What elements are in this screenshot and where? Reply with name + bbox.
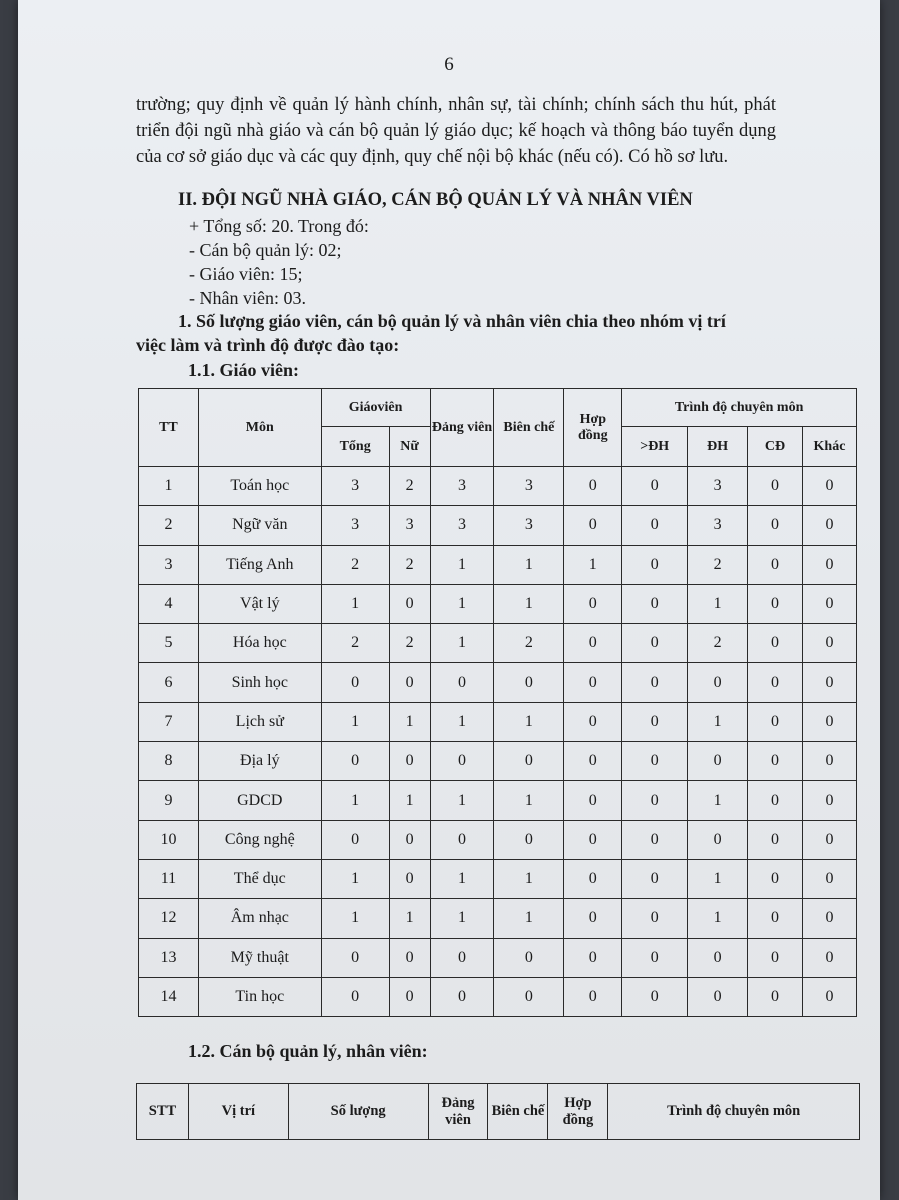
header-dangvien: Đảng viên (430, 389, 494, 467)
table-cell: 0 (389, 663, 430, 702)
table-cell: 1 (430, 624, 494, 663)
table-cell: Sinh học (198, 663, 321, 702)
table-cell: Âm nhạc (198, 899, 321, 938)
table-cell: 0 (802, 781, 856, 820)
table-cell: 0 (321, 977, 389, 1016)
table-cell: 0 (494, 742, 564, 781)
table-cell: 0 (802, 584, 856, 623)
header-tren-dh: >ĐH (622, 427, 688, 467)
table-row (139, 977, 857, 1016)
table-cell: 0 (748, 584, 803, 623)
staff-table (136, 1083, 860, 1140)
table-row (139, 742, 857, 781)
table-cell: GDCD (198, 781, 321, 820)
header-khac: Khác (802, 427, 856, 467)
table-cell: 1 (430, 781, 494, 820)
table-cell: 1 (321, 702, 389, 741)
table-cell: 0 (622, 977, 688, 1016)
table-cell: Công nghệ (198, 820, 321, 859)
table-cell: 0 (564, 506, 622, 545)
table-cell: 0 (622, 859, 688, 898)
table-cell: 0 (564, 820, 622, 859)
table-row (139, 781, 857, 820)
staff-table-header: Đảng viên (428, 1084, 488, 1140)
page-number: 6 (444, 54, 454, 75)
table-cell: 0 (430, 977, 494, 1016)
table-cell: 1 (688, 899, 748, 938)
table-cell: 1 (688, 859, 748, 898)
table-cell: 1 (430, 702, 494, 741)
table-cell: 3 (321, 467, 389, 506)
table-cell: 0 (622, 624, 688, 663)
table-cell: 1 (564, 545, 622, 584)
table-cell: 1 (494, 702, 564, 741)
table-cell: 1 (494, 899, 564, 938)
table-cell: 1 (321, 859, 389, 898)
table-cell: 0 (622, 506, 688, 545)
table-cell: 1 (389, 702, 430, 741)
table-cell: 9 (139, 781, 199, 820)
table-row (139, 584, 857, 623)
table-row (139, 702, 857, 741)
table-cell: 0 (430, 663, 494, 702)
table-cell: 0 (622, 899, 688, 938)
teacher-table (138, 388, 857, 1017)
table-cell: 2 (321, 545, 389, 584)
table-cell: 1 (430, 859, 494, 898)
table-cell: 1 (430, 899, 494, 938)
table-cell: 0 (748, 742, 803, 781)
table-cell: 0 (748, 506, 803, 545)
header-tt: TT (139, 389, 199, 467)
table-cell: 1 (688, 584, 748, 623)
table-row (139, 820, 857, 859)
table-cell: 0 (622, 781, 688, 820)
table-cell: Ngữ văn (198, 506, 321, 545)
table-cell: 13 (139, 938, 199, 977)
table-cell: 0 (622, 820, 688, 859)
table-cell: 3 (430, 467, 494, 506)
header-dh: ĐH (688, 427, 748, 467)
table-cell: 0 (430, 820, 494, 859)
summary-managers: - Cán bộ quản lý: 02; (189, 240, 342, 260)
table-cell: 0 (494, 977, 564, 1016)
table-cell: 1 (321, 781, 389, 820)
staff-table-header: Hợp đồng (548, 1084, 608, 1140)
table-cell: 0 (321, 820, 389, 859)
table-cell: Mỹ thuật (198, 938, 321, 977)
table-cell: 1 (494, 545, 564, 584)
table-cell: 0 (802, 938, 856, 977)
table-row (139, 859, 857, 898)
table-cell: Toán học (198, 467, 321, 506)
table-cell: 0 (622, 663, 688, 702)
table-cell: Tin học (198, 977, 321, 1016)
table-cell: 1 (494, 584, 564, 623)
table-cell: 0 (748, 820, 803, 859)
table-cell: Thể dục (198, 859, 321, 898)
table-cell: 0 (802, 742, 856, 781)
header-nu: Nữ (389, 427, 430, 467)
table-row (139, 663, 857, 702)
table-cell: 0 (564, 859, 622, 898)
table-cell: 0 (802, 624, 856, 663)
summary-teachers: - Giáo viên: 15; (189, 264, 303, 284)
table-cell: 1 (430, 584, 494, 623)
staff-table-header: Trình độ chuyên môn (608, 1084, 860, 1140)
table-cell: 12 (139, 899, 199, 938)
table-cell: 0 (748, 467, 803, 506)
table-cell: 3 (389, 506, 430, 545)
table-cell: 2 (688, 624, 748, 663)
table-cell: 0 (688, 820, 748, 859)
table-cell: 0 (564, 899, 622, 938)
table-cell: Hóa học (198, 624, 321, 663)
table-cell: 1 (688, 702, 748, 741)
table-cell: 3 (430, 506, 494, 545)
table-cell: 0 (321, 938, 389, 977)
table-cell: 0 (389, 859, 430, 898)
table-cell: 1 (494, 781, 564, 820)
table-cell: 11 (139, 859, 199, 898)
staff-table-header: Số lượng (288, 1084, 428, 1140)
staff-table-header: Biên chế (488, 1084, 548, 1140)
table-cell: 3 (139, 545, 199, 584)
table-cell: 0 (389, 584, 430, 623)
table-cell: 0 (564, 584, 622, 623)
header-mon: Môn (198, 389, 321, 467)
table-cell: 0 (688, 663, 748, 702)
table-cell: 3 (688, 467, 748, 506)
heading-1-line1: 1. Số lượng giáo viên, cán bộ quản lý và nhân viên chia theo nhóm vị trí (178, 311, 726, 331)
table-cell: Vật lý (198, 584, 321, 623)
staff-table-header: Vị trí (188, 1084, 288, 1140)
table-cell: 2 (389, 545, 430, 584)
summary-total: + Tổng số: 20. Trong đó: (189, 216, 369, 236)
table-cell: 1 (321, 899, 389, 938)
header-giaovien: Giáoviên (321, 389, 430, 427)
table-cell: 1 (389, 899, 430, 938)
table-cell: 0 (748, 977, 803, 1016)
section-title: II. ĐỘI NGŨ NHÀ GIÁO, CÁN BỘ QUẢN LÝ VÀ NHÂN VIÊN (178, 190, 693, 210)
table-cell: 0 (622, 584, 688, 623)
table-cell: 3 (688, 506, 748, 545)
table-cell: 3 (494, 467, 564, 506)
table-cell: 1 (389, 781, 430, 820)
table-cell: 5 (139, 624, 199, 663)
table-cell: 0 (688, 742, 748, 781)
header-cd: CĐ (748, 427, 803, 467)
heading-1-1: 1.1. Giáo viên: (188, 360, 299, 380)
table-cell: 2 (494, 624, 564, 663)
table-cell: 0 (802, 899, 856, 938)
table-cell: Địa lý (198, 742, 321, 781)
table-cell: 6 (139, 663, 199, 702)
table-cell: 0 (748, 624, 803, 663)
table-cell: 8 (139, 742, 199, 781)
table-row (139, 624, 857, 663)
table-cell: 0 (748, 545, 803, 584)
intro-paragraph: trường; quy định về quản lý hành chính, nhân sự, tài chính; chính sách thu hút, phát triển đội ngũ nhà giáo và cán bộ quản lý giáo dục; kế hoạch và thông báo tuyển dụng của cơ sở giáo dục và các quy định, quy chế nội bộ khác (nếu có). Có hồ sơ lưu. (136, 95, 776, 167)
document-page (18, 0, 880, 1200)
table-cell: 4 (139, 584, 199, 623)
header-tong: Tổng (321, 427, 389, 467)
table-cell: 0 (802, 467, 856, 506)
table-cell: 0 (494, 820, 564, 859)
table-cell: 0 (430, 938, 494, 977)
table-cell: 0 (321, 663, 389, 702)
header-bienche: Biên chế (494, 389, 564, 467)
summary-staff: - Nhân viên: 03. (189, 288, 306, 308)
table-cell: 0 (802, 663, 856, 702)
table-cell: 0 (802, 506, 856, 545)
table-cell: 0 (748, 899, 803, 938)
table-cell: 2 (139, 506, 199, 545)
table-cell: 0 (688, 938, 748, 977)
table-cell: 0 (748, 663, 803, 702)
table-cell: 0 (688, 977, 748, 1016)
table-cell: 1 (430, 545, 494, 584)
table-cell: 7 (139, 702, 199, 741)
table-cell: 0 (564, 781, 622, 820)
table-cell: Tiếng Anh (198, 545, 321, 584)
table-cell: 10 (139, 820, 199, 859)
table-cell: 0 (802, 859, 856, 898)
table-cell: 0 (802, 977, 856, 1016)
table-row (139, 467, 857, 506)
table-cell: 3 (494, 506, 564, 545)
table-row (139, 545, 857, 584)
table-row (139, 938, 857, 977)
table-cell: 0 (748, 859, 803, 898)
table-cell: 0 (622, 938, 688, 977)
staff-table-header: STT (137, 1084, 189, 1140)
table-cell: 2 (389, 624, 430, 663)
table-cell: 0 (430, 742, 494, 781)
table-cell: 0 (564, 938, 622, 977)
header-hopdong: Hợp đồng (564, 389, 622, 467)
table-cell: 1 (494, 859, 564, 898)
table-cell: 0 (321, 742, 389, 781)
table-cell: 0 (564, 663, 622, 702)
table-cell: 2 (389, 467, 430, 506)
table-cell: 2 (321, 624, 389, 663)
table-cell: 0 (564, 702, 622, 741)
heading-1-line2: việc làm và trình độ được đào tạo: (136, 335, 400, 355)
table-cell: 0 (494, 663, 564, 702)
table-cell: 0 (622, 467, 688, 506)
header-trinhdo: Trình độ chuyên môn (622, 389, 857, 427)
table-cell: 0 (622, 702, 688, 741)
table-cell: 1 (688, 781, 748, 820)
table-cell: 0 (622, 545, 688, 584)
table-cell: 0 (748, 781, 803, 820)
table-cell: 1 (139, 467, 199, 506)
table-row (139, 899, 857, 938)
table-row (139, 506, 857, 545)
table-cell: Lịch sử (198, 702, 321, 741)
table-cell: 0 (564, 742, 622, 781)
table-cell: 0 (389, 938, 430, 977)
table-cell: 0 (389, 977, 430, 1016)
table-cell: 0 (802, 702, 856, 741)
heading-1-2: 1.2. Cán bộ quản lý, nhân viên: (188, 1041, 428, 1061)
table-cell: 0 (389, 820, 430, 859)
table-cell: 1 (321, 584, 389, 623)
table-cell: 3 (321, 506, 389, 545)
table-cell: 0 (564, 977, 622, 1016)
table-cell: 2 (688, 545, 748, 584)
table-cell: 0 (802, 545, 856, 584)
table-cell: 0 (748, 702, 803, 741)
table-cell: 0 (622, 742, 688, 781)
table-cell: 0 (494, 938, 564, 977)
table-cell: 14 (139, 977, 199, 1016)
table-cell: 0 (748, 938, 803, 977)
table-cell: 0 (564, 624, 622, 663)
table-cell: 0 (564, 467, 622, 506)
table-cell: 0 (802, 820, 856, 859)
table-cell: 0 (389, 742, 430, 781)
